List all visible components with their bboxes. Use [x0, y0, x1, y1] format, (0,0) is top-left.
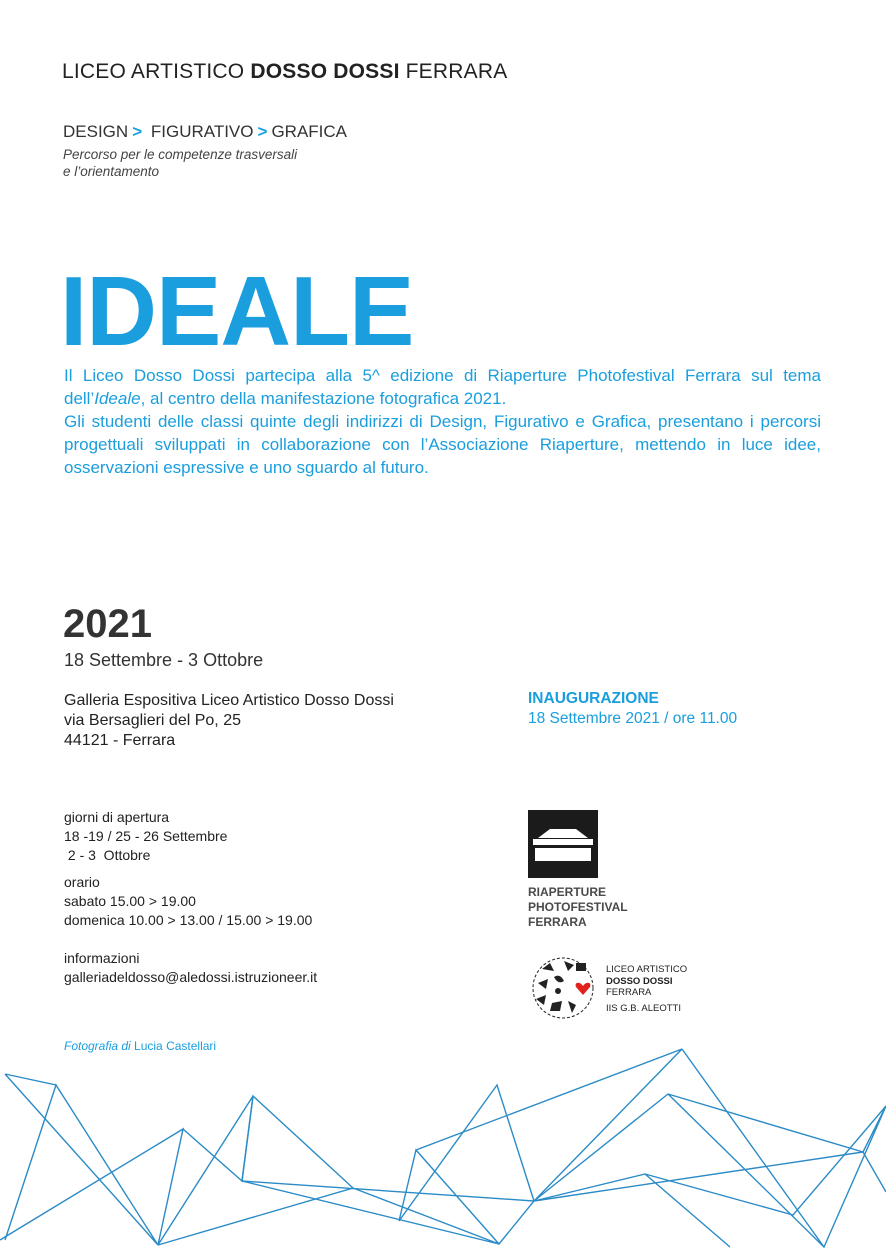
school-city: FERRARA	[405, 60, 508, 83]
venue-name: Galleria Espositiva Liceo Artistico Dosso Dossi	[64, 692, 394, 709]
hours-line: domenica 10.00 > 13.00 / 15.00 > 19.00	[64, 912, 313, 928]
decor-line	[242, 1085, 534, 1244]
hours-line: sabato 15.00 > 19.00	[64, 893, 196, 909]
intro-paragraph: Gli studenti delle classi quinte degli indirizzi di Design, Figurativo e Grafica, presentano i percorsi progettuali sviluppati in collaborazione con l’Associazione Riaperture, mettendo in luce idee, osservazioni espressive e uno sguardo al futuro.	[64, 412, 821, 477]
track-figurativo: FIGURATIVO	[150, 122, 254, 141]
decor-line	[158, 1096, 499, 1245]
event-title: IDEALE	[60, 256, 414, 366]
venue-city: 44121 - Ferrara	[64, 732, 176, 749]
riaperture-logo-line: PHOTOFESTIVAL	[528, 900, 628, 914]
intro-text-part: Il Liceo Dosso Dossi partecipa alla 5^ edizione di Riaperture Photofestival Ferrara sul tema dell’	[64, 366, 821, 408]
subtitle-line: Percorso per le competenze trasversali	[63, 147, 298, 162]
intro-italic-theme: Ideale	[94, 389, 141, 408]
school-logo-line: LICEO ARTISTICO	[606, 964, 688, 975]
decor-line	[0, 1096, 253, 1245]
opening-days-heading: giorni di apertura	[64, 809, 170, 825]
inauguration-heading: INAUGURAZIONE	[528, 690, 659, 707]
contact-email[interactable]: galleriadeldosso@aledossi.istruzioneer.it	[64, 969, 318, 985]
track-grafica: GRAFICA	[271, 122, 347, 141]
intro-text-part: , al centro della manifestazione fotografica 2021.	[140, 389, 507, 408]
school-logo-line: FERRARA	[606, 987, 652, 998]
decor-line	[682, 1049, 886, 1247]
track-separator: >	[132, 122, 143, 141]
riaperture-logo-line: RIAPERTURE	[528, 885, 607, 899]
school-name: DOSSO DOSSI	[250, 60, 400, 83]
school-prefix: LICEO ARTISTICO	[62, 60, 245, 83]
track-separator: >	[257, 122, 268, 141]
riaperture-logo-line: FERRARA	[528, 915, 587, 929]
decor-line	[416, 1049, 863, 1247]
photo-credit-prefix: Fotografia di	[64, 1039, 131, 1053]
decor-line	[5, 1074, 158, 1245]
opening-days-line: 2 - 3 Ottobre	[64, 847, 151, 863]
hours-heading: orario	[64, 874, 100, 890]
subtitle-line: e l’orientamento	[63, 164, 160, 179]
photographer-name: Lucia Castellari	[134, 1039, 217, 1053]
opening-days-line: 18 -19 / 25 - 26 Settembre	[64, 828, 228, 844]
event-dates: 18 Settembre - 3 Ottobre	[64, 650, 264, 670]
school-logo-line: IIS G.B. ALEOTTI	[606, 1002, 681, 1014]
contacts-heading: informazioni	[64, 950, 140, 966]
track-design: DESIGN	[63, 122, 129, 141]
school-logo-line: DOSSO DOSSI	[606, 975, 673, 987]
event-year: 2021	[63, 602, 152, 646]
venue-street: via Bersaglieri del Po, 25	[64, 712, 241, 729]
inauguration-datetime: 18 Settembre 2021 / ore 11.00	[528, 710, 738, 727]
